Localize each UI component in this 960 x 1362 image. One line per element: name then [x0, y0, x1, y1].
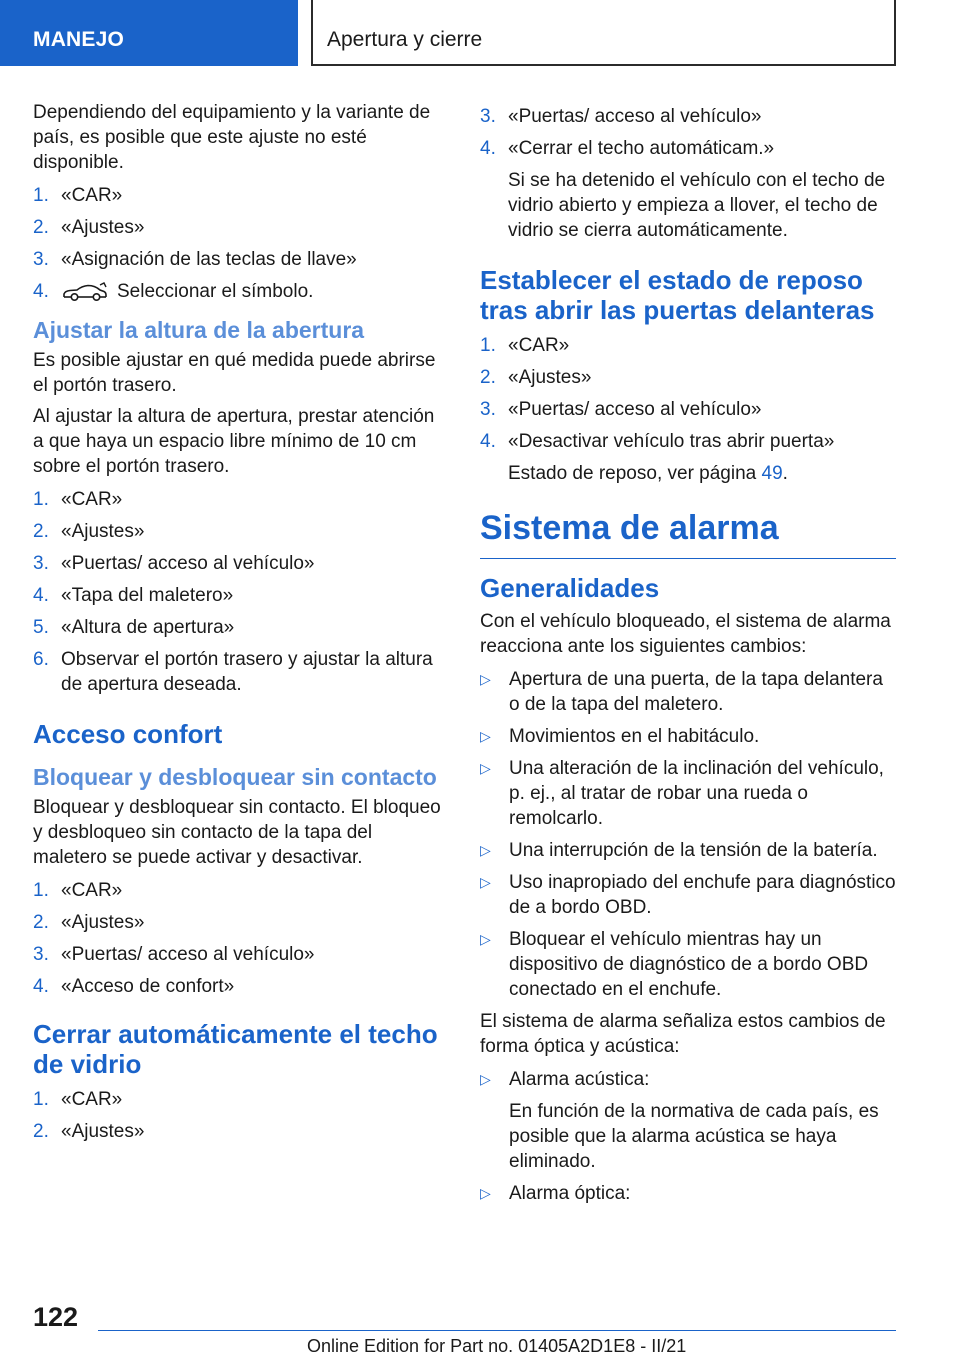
list-item: ▷ Movimientos en el habitáculo.: [480, 726, 760, 747]
steps-list-5: [480, 333, 896, 486]
list-item: ▷ Una alteración de la inclinación del vehículo, p. ej., al tratar de robar una rueda o remolcarlo.: [480, 758, 884, 829]
steps-list-3: [33, 878, 443, 999]
list-item: 2. «Ajustes»: [33, 217, 145, 238]
page-link-49[interactable]: 49: [761, 463, 783, 484]
list-item: 1. «CAR»: [33, 489, 123, 510]
triangle-bullet-icon: ▷: [480, 1071, 491, 1087]
bloquear-paragraph: Bloquear y desbloquear sin contacto. El bloqueo y desbloqueo sin contacto de la tapa del maletero se puede activar y desactivar.: [33, 797, 441, 868]
list-item: 3. «Puertas/ acceso al vehículo»: [480, 106, 762, 127]
senaliza-paragraph: El sistema de alarma señaliza estos cambios de forma óptica y acústica:: [480, 1011, 886, 1057]
list-item: 3. «Puertas/ acceso al vehículo»: [33, 944, 315, 965]
list-item: ▷ Bloquear el vehículo mientras hay un dispositivo de diagnóstico de a bordo OBD conectado en el enchufe.: [480, 929, 869, 1000]
page-number: 122: [33, 1302, 79, 1332]
footer-divider: [98, 1330, 896, 1331]
heading-cerrar-techo: Cerrar automáticamente el techo de vidrio: [33, 1019, 438, 1079]
right-column: [480, 104, 896, 1213]
reposo-note: Estado de reposo, ver página 49.: [508, 463, 788, 484]
list-item: 1. «CAR»: [33, 1089, 123, 1110]
altura-paragraph-2: Al ajustar la altura de apertura, prestar atención a que haya un espacio libre mínimo de 10 cm sobre el portón trasero.: [33, 406, 435, 477]
list-item: 6. Observar el portón trasero y ajustar la altura de apertura deseada.: [33, 649, 433, 695]
list-item: ▷ Apertura de una puerta, de la tapa delantera o de la tapa del maletero.: [480, 669, 883, 715]
triangle-bullet-icon: ▷: [480, 931, 491, 947]
header-section-label: MANEJO: [33, 28, 125, 51]
list-item: 4. «Cerrar el techo automáticam.» Si se ha detenido el vehículo con el techo de vidrio abierto y empieza a llover, el techo de vidrio se cierra automáticamente.: [480, 136, 896, 243]
header-title-box: [311, 0, 896, 66]
steps-list-4-continued: [480, 104, 896, 243]
generalidades-paragraph: Con el vehículo bloqueado, el sistema de alarma reacciona ante los siguientes cambios:: [480, 611, 891, 657]
list-item: 3. «Puertas/ acceso al vehículo»: [33, 553, 315, 574]
triangle-bullet-icon: ▷: [480, 1185, 491, 1201]
list-item: 4. «Tapa del maletero»: [33, 585, 234, 606]
heading-bloquear-desbloquear: Bloquear y desbloquear sin contacto: [33, 764, 437, 790]
list-item: 2. «Ajustes»: [480, 367, 592, 388]
triangle-bullet-icon: ▷: [480, 671, 491, 687]
heading-estado-reposo: Establecer el estado de reposo tras abrir las puertas delanteras: [480, 265, 875, 325]
heading-acceso-confort: Acceso confort: [33, 719, 223, 749]
list-item: 2. «Ajustes»: [33, 1121, 145, 1142]
heading-ajustar-altura: Ajustar la altura de la abertura: [33, 317, 365, 343]
triangle-bullet-icon: ▷: [480, 728, 491, 744]
left-column: [33, 100, 443, 1151]
list-item: 1. «CAR»: [33, 185, 123, 206]
altura-paragraph-1: Es posible ajustar en qué medida puede abrirse el portón trasero.: [33, 350, 436, 396]
list-item: 3. «Asignación de las teclas de llave»: [33, 249, 357, 270]
header-title: Apertura y cierre: [327, 28, 483, 51]
car-icon: [61, 282, 109, 302]
intro-paragraph: Dependiendo del equipamiento y la variante de país, es posible que este ajuste no esté disponible.: [33, 102, 431, 173]
list-item: ▷ Una interrupción de la tensión de la batería.: [480, 840, 878, 861]
list-item: 2. «Ajustes»: [33, 912, 145, 933]
steps-list-1: [33, 183, 443, 304]
list-item: 2. «Ajustes»: [33, 521, 145, 542]
bullet-list-2: [480, 1067, 896, 1206]
header-section-tab: [0, 0, 298, 66]
list-item: 4. «Acceso de confort»: [33, 976, 235, 997]
list-item: ▷ Uso inapropiado del enchufe para diagnóstico de a bordo OBD.: [480, 872, 896, 918]
techo-note: Si se ha detenido el vehículo con el techo de vidrio abierto y empieza a llover, el techo de vidrio se cierra automáticamente.: [508, 170, 886, 241]
list-item: ▷ Alarma óptica:: [480, 1183, 631, 1204]
bullet-list-1: [480, 667, 896, 1002]
footer-edition: Online Edition for Part no. 01405A2D1E8 - II/21: [307, 1336, 687, 1356]
list-item: 5. «Altura de apertura»: [33, 617, 235, 638]
list-item: 3. «Puertas/ acceso al vehículo»: [480, 399, 762, 420]
triangle-bullet-icon: ▷: [480, 760, 491, 776]
heading-generalidades: Generalidades: [480, 573, 660, 603]
triangle-bullet-icon: ▷: [480, 874, 491, 890]
list-item: 1. «CAR»: [33, 880, 123, 901]
list-item: 4. Seleccionar el símbolo.: [33, 281, 314, 302]
list-item: 1. «CAR»: [480, 335, 570, 356]
triangle-bullet-icon: ▷: [480, 842, 491, 858]
steps-list-2: [33, 487, 443, 697]
list-item: 4. «Desactivar vehículo tras abrir puerta» Estado de reposo, ver página 49.: [480, 429, 896, 486]
list-item: ▷ Alarma acústica: En función de la normativa de cada país, es posible que la alarma acústica se haya eliminado.: [480, 1067, 896, 1174]
alarma-acustica-note: En función de la normativa de cada país, es posible que la alarma acústica se haya eliminado.: [509, 1101, 879, 1172]
heading-sistema-alarma: Sistema de alarma: [480, 508, 896, 559]
steps-list-4: [33, 1087, 443, 1144]
